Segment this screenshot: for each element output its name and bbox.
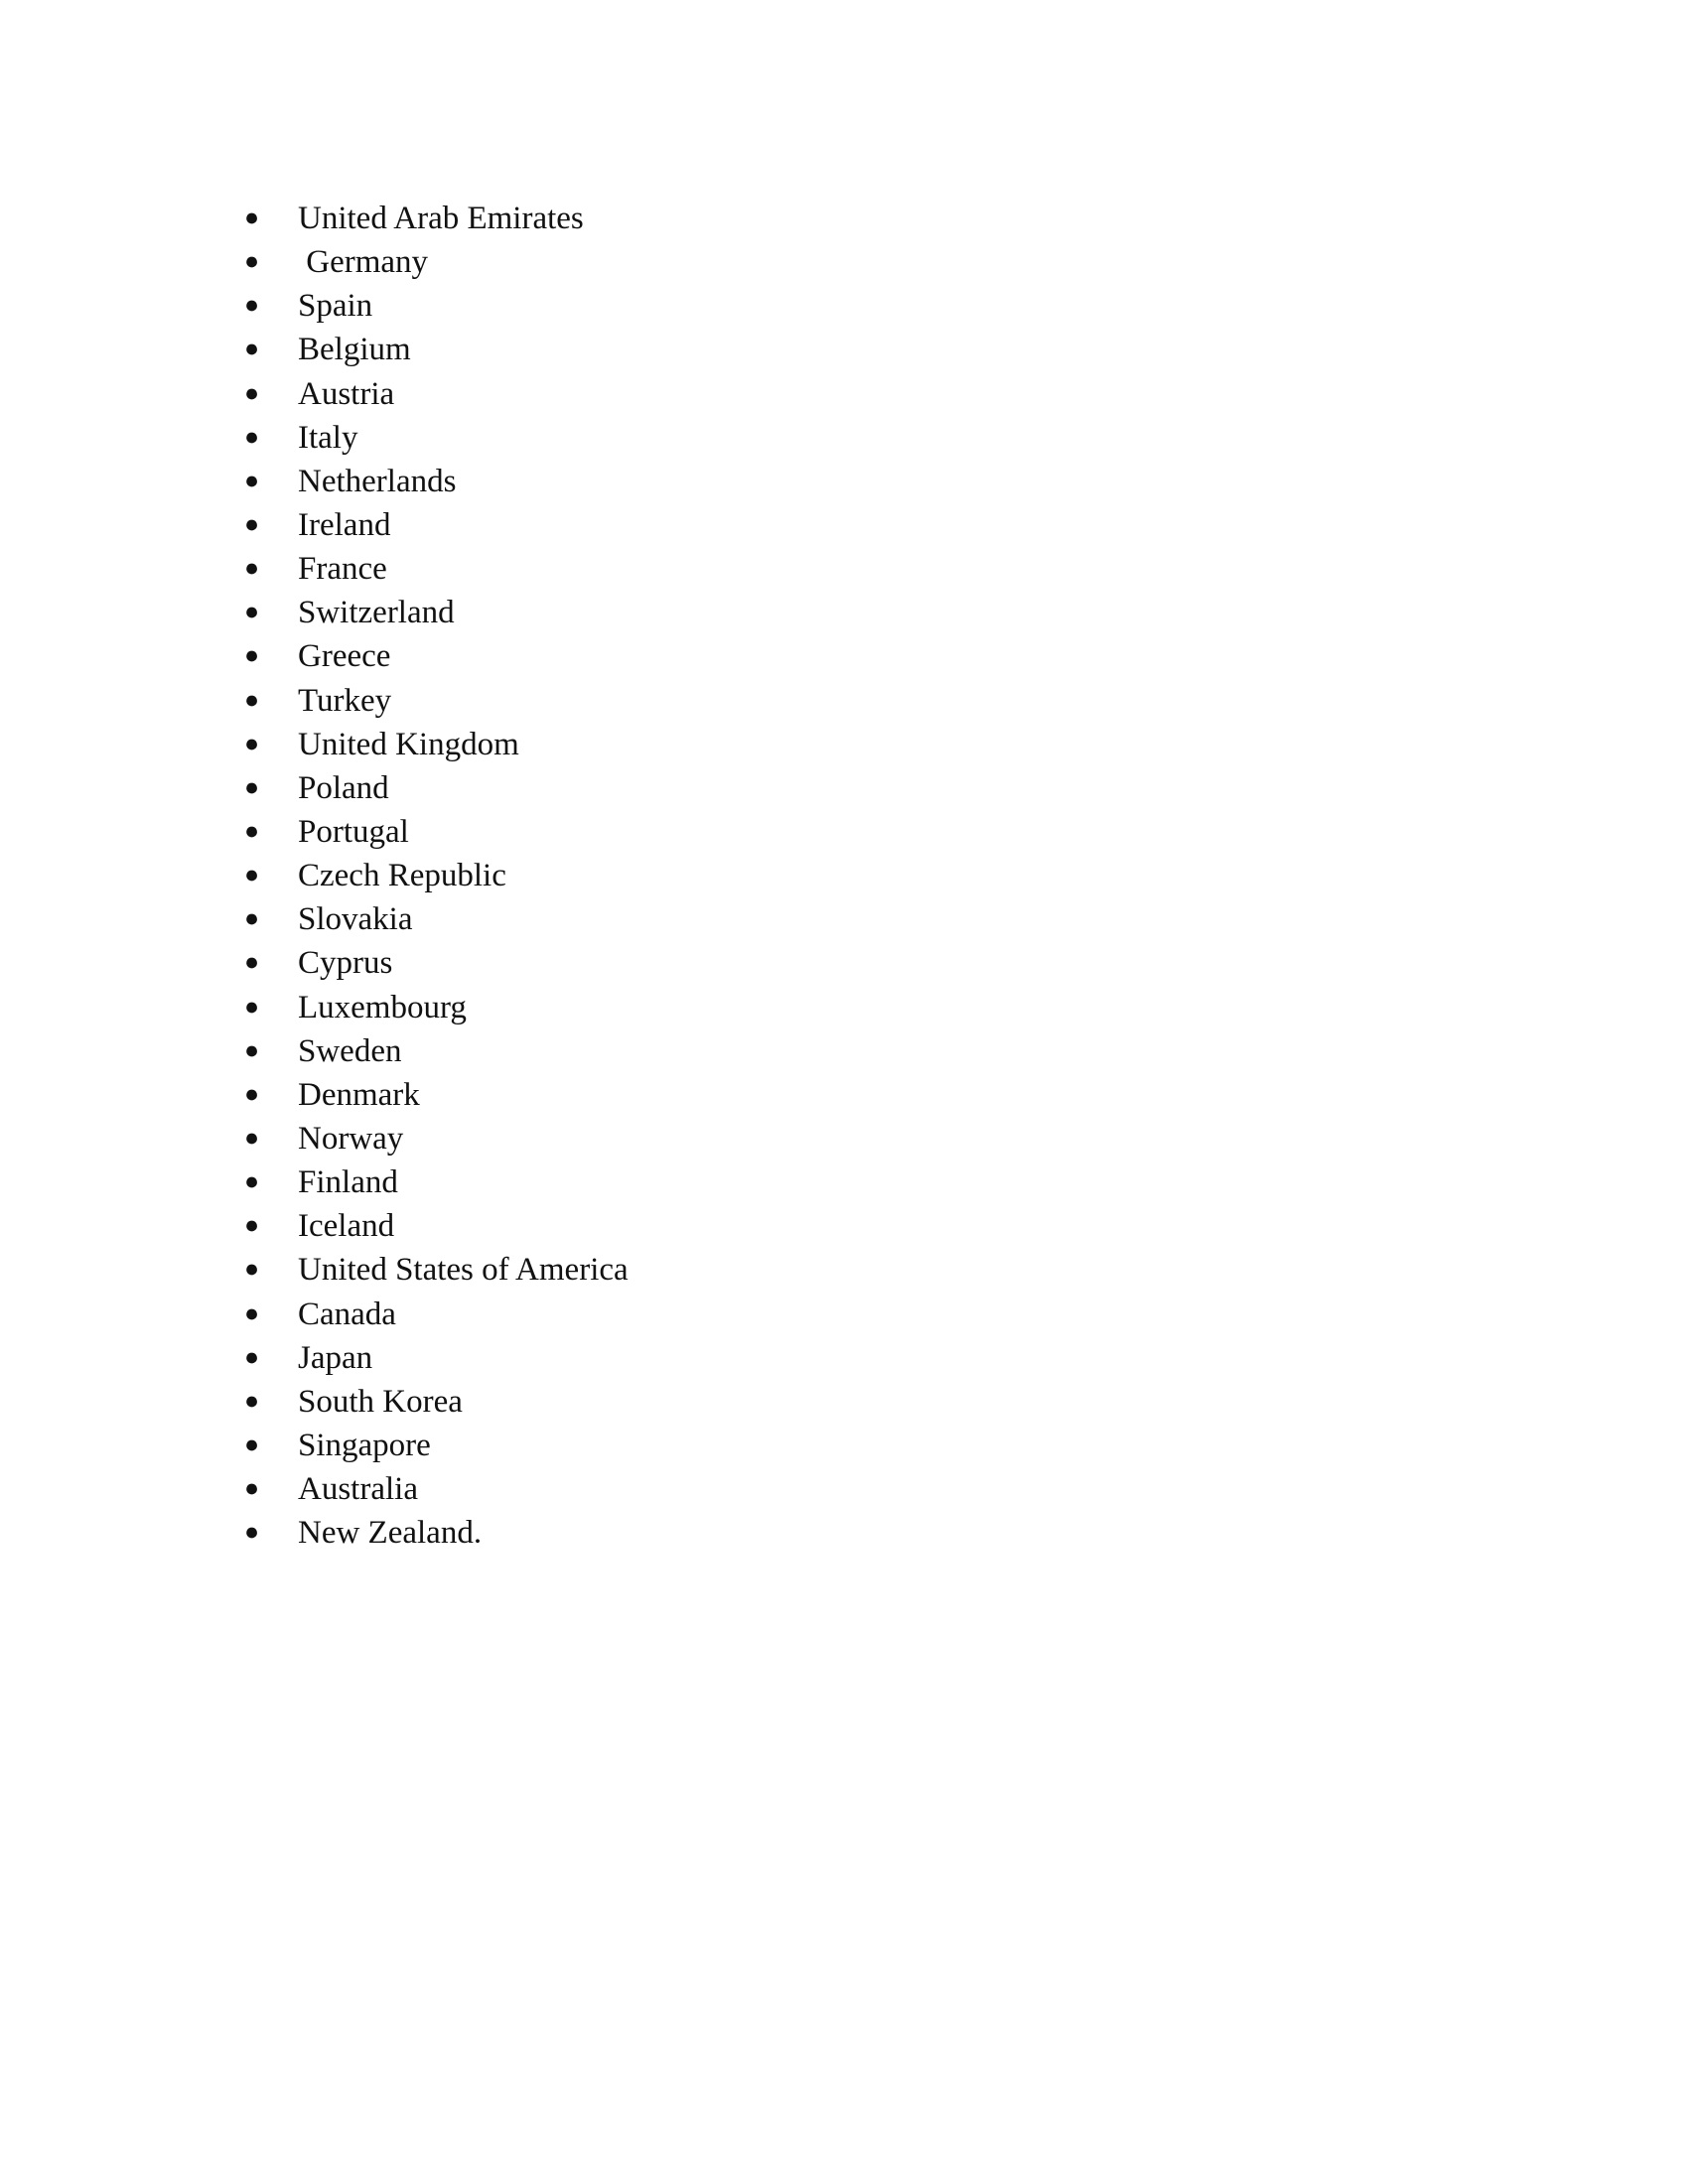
country-name: United Arab Emirates	[298, 201, 584, 236]
bullet-icon: ●	[244, 1431, 260, 1458]
country-name: United Kingdom	[298, 726, 519, 762]
bullet-icon: ●	[244, 379, 260, 407]
bullet-icon: ●	[244, 292, 260, 320]
country-name: Cyprus	[298, 945, 393, 982]
country-name: Norway	[298, 1120, 404, 1157]
bullet-icon: ●	[244, 1036, 260, 1064]
bullet-icon: ●	[244, 642, 260, 670]
country-name: Turkey	[298, 682, 392, 719]
country-name: Ireland	[298, 506, 391, 543]
country-name: South Korea	[298, 1383, 463, 1420]
bullet-icon: ●	[244, 1256, 260, 1284]
bullet-icon: ●	[244, 1475, 260, 1503]
country-name: Sweden	[298, 1032, 402, 1069]
country-name: Switzerland	[298, 595, 455, 631]
bullet-icon: ●	[244, 555, 260, 583]
country-name: United States of America	[298, 1252, 629, 1289]
bullet-icon: ●	[244, 949, 260, 977]
bullet-icon: ●	[244, 599, 260, 626]
bullet-icon: ●	[244, 993, 260, 1021]
bullet-icon: ●	[244, 1168, 260, 1196]
bullet-icon: ●	[244, 1343, 260, 1371]
country-name: France	[298, 551, 387, 588]
country-name: Austria	[298, 375, 395, 412]
country-name: Australia	[298, 1471, 418, 1508]
bullet-icon: ●	[244, 905, 260, 933]
country-name: Italy	[298, 419, 358, 456]
country-name: Netherlands	[298, 463, 457, 499]
bullet-icon: ●	[244, 336, 260, 363]
bullet-icon: ●	[244, 423, 260, 451]
country-name: Denmark	[298, 1076, 420, 1113]
bullet-icon: ●	[244, 817, 260, 845]
country-name: Germany	[298, 244, 429, 281]
country-name: Slovakia	[298, 901, 413, 938]
bullet-icon: ●	[244, 1212, 260, 1240]
country-name: Singapore	[298, 1427, 431, 1463]
bullet-icon: ●	[244, 1387, 260, 1415]
country-name: Belgium	[298, 332, 411, 368]
country-name: Canada	[298, 1296, 396, 1332]
country-name: Spain	[298, 288, 373, 325]
bullet-icon: ●	[244, 862, 260, 889]
bullet-icon: ●	[244, 248, 260, 276]
bullet-icon: ●	[244, 730, 260, 757]
bullet-icon: ●	[244, 773, 260, 801]
bullet-icon: ●	[244, 467, 260, 494]
bullet-icon: ●	[244, 1299, 260, 1327]
country-name: Iceland	[298, 1208, 395, 1245]
bullet-icon: ●	[244, 1519, 260, 1547]
bullet-icon: ●	[244, 686, 260, 714]
country-name: Poland	[298, 769, 389, 806]
country-name: Finland	[298, 1164, 398, 1201]
bullet-icon: ●	[244, 510, 260, 538]
bullet-icon: ●	[244, 1124, 260, 1152]
country-name: Greece	[298, 638, 391, 675]
bullet-icon: ●	[244, 205, 260, 231]
country-name: Japan	[298, 1339, 373, 1376]
country-name: Portugal	[298, 813, 409, 850]
country-name: New Zealand.	[298, 1515, 483, 1552]
country-name: Luxembourg	[298, 989, 467, 1025]
bullet-icon: ●	[244, 1080, 260, 1108]
country-name: Czech Republic	[298, 858, 506, 894]
